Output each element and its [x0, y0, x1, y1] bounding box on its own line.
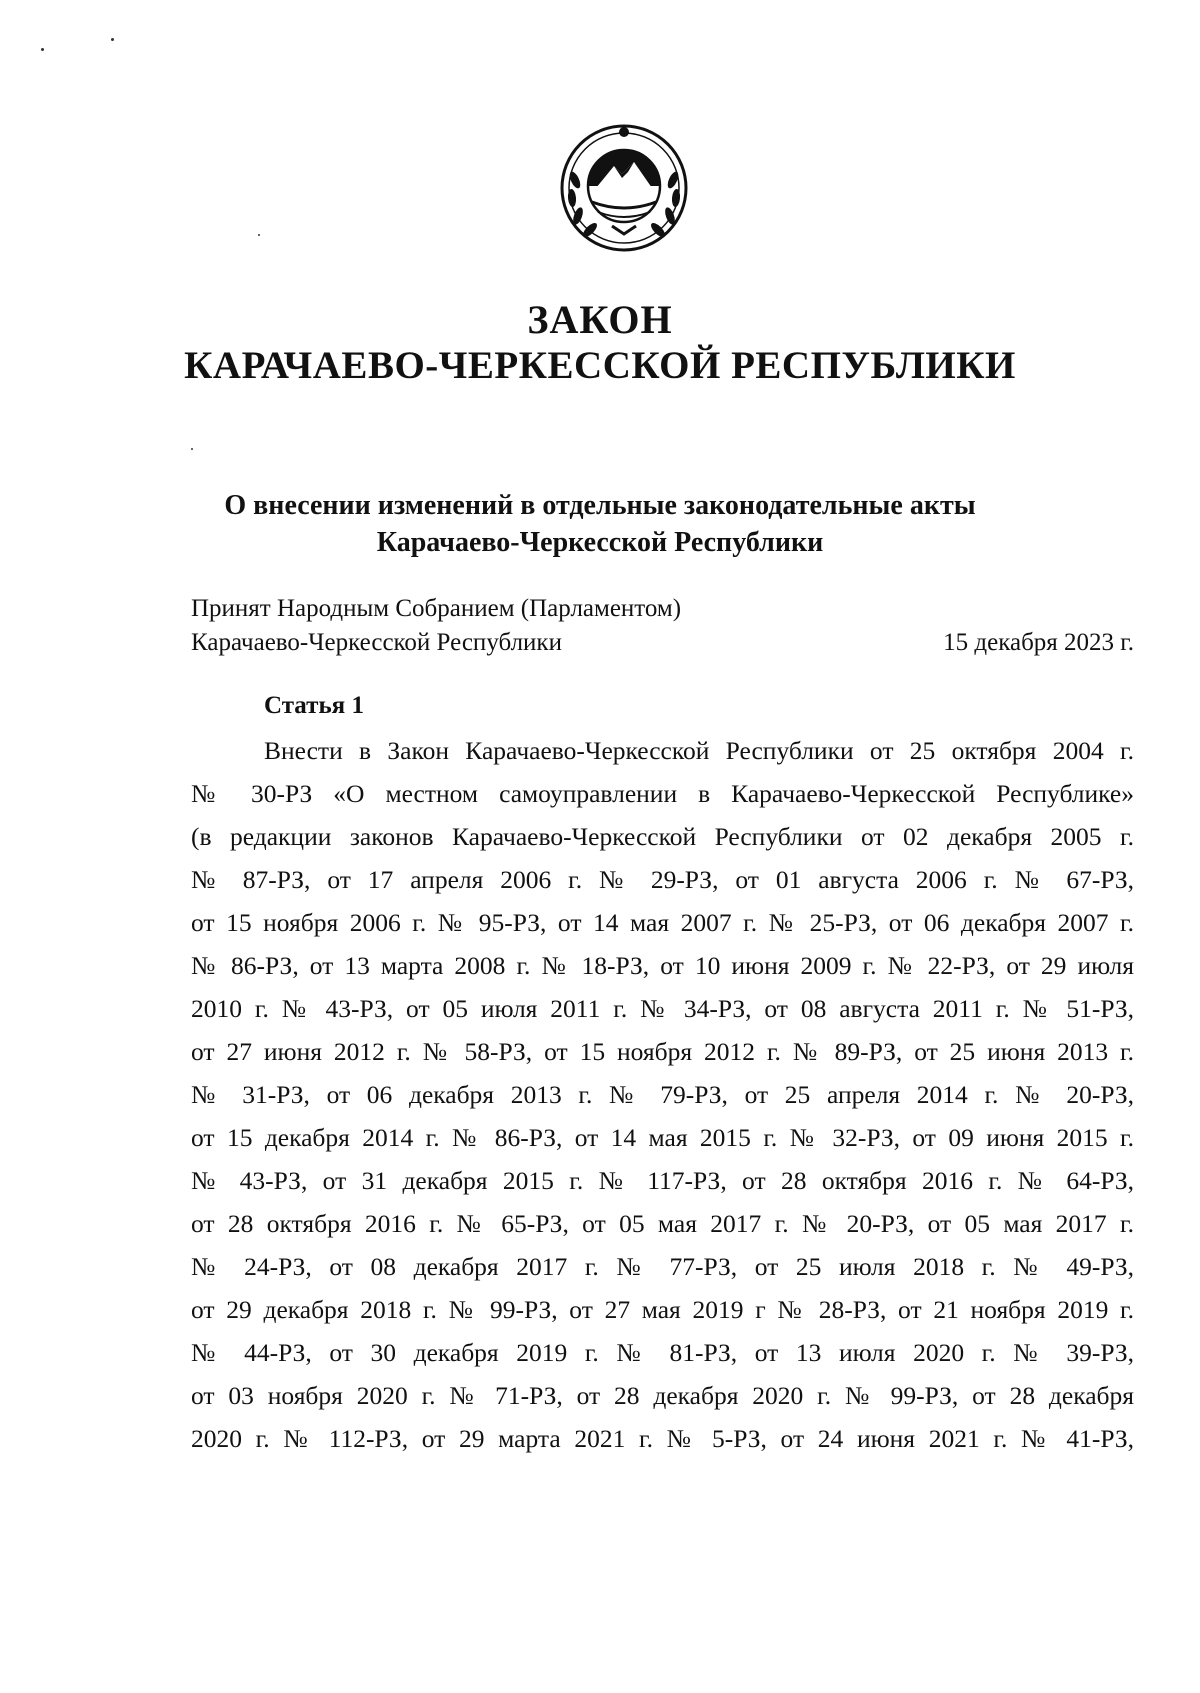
adoption-date: 15 декабря 2023 г. [943, 629, 1134, 656]
article-text-line: № 44-РЗ, от 30 декабря 2019 г. № 81-РЗ, от 13 июля 2020 г. № 39-РЗ, [191, 1338, 1134, 1367]
article-text-line: от 15 декабря 2014 г. № 86-РЗ, от 14 мая 2015 г. № 32-РЗ, от 09 июня 2015 г. [191, 1123, 1134, 1152]
article-text-line: от 28 октября 2016 г. № 65-РЗ, от 05 мая 2017 г. № 20-РЗ, от 05 мая 2017 г. [191, 1209, 1134, 1238]
article-text-line: № 87-РЗ, от 17 апреля 2006 г. № 29-РЗ, от 01 августа 2006 г. № 67-РЗ, [191, 865, 1134, 894]
scan-speck [258, 234, 260, 236]
article-text-line: от 29 декабря 2018 г. № 99-РЗ, от 27 мая 2019 г № 28-РЗ, от 21 ноября 2019 г. [191, 1295, 1134, 1324]
article-heading: Статья 1 [264, 692, 364, 719]
scan-speck [41, 48, 44, 51]
article-text-line: № 24-РЗ, от 08 декабря 2017 г. № 77-РЗ, от 25 июля 2018 г. № 49-РЗ, [191, 1252, 1134, 1281]
adoption-statement-line: Принят Народным Собранием (Парламентом) [191, 595, 682, 622]
law-subject-line: О внесении изменений в отдельные законодательные акты [224, 490, 976, 521]
article-text-line: от 27 июня 2012 г. № 58-РЗ, от 15 ноября 2012 г. № 89-РЗ, от 25 июня 2013 г. [191, 1037, 1134, 1066]
law-subject-line: Карачаево-Черкесской Республики [376, 527, 824, 558]
scan-speck [111, 38, 114, 41]
article-text-line: от 03 ноября 2020 г. № 71-РЗ, от 28 декабря 2020 г. № 99-РЗ, от 28 декабря [191, 1381, 1134, 1410]
article-text-line: от 15 ноября 2006 г. № 95-РЗ, от 14 мая 2007 г. № 25-РЗ, от 06 декабря 2007 г. [191, 908, 1134, 937]
scan-speck [191, 448, 193, 450]
coat-of-arms-emblem [558, 122, 690, 254]
republic-title: КАРАЧАЕВО-ЧЕРКЕССКОЙ РЕСПУБЛИКИ [184, 344, 1016, 387]
adoption-statement-line: Карачаево-Черкесской Республики [191, 629, 562, 656]
article-text-line: (в редакции законов Карачаево-Черкесской Республики от 02 декабря 2005 г. [191, 822, 1134, 851]
article-text-line: № 86-РЗ, от 13 марта 2008 г. № 18-РЗ, от 10 июня 2009 г. № 22-РЗ, от 29 июля [191, 951, 1134, 980]
article-text-line: Внести в Закон Карачаево-Черкесской Республики от 25 октября 2004 г. [264, 736, 1134, 765]
article-text-line: № 43-РЗ, от 31 декабря 2015 г. № 117-РЗ, от 28 октября 2016 г. № 64-РЗ, [191, 1166, 1134, 1195]
article-text-line: № 30-РЗ «О местном самоуправлении в Карачаево-Черкесской Республике» [191, 779, 1134, 808]
article-text-line: 2010 г. № 43-РЗ, от 05 июля 2011 г. № 34-РЗ, от 08 августа 2011 г. № 51-РЗ, [191, 994, 1134, 1023]
law-title: ЗАКОН [527, 297, 673, 342]
article-text-line: № 31-РЗ, от 06 декабря 2013 г. № 79-РЗ, от 25 апреля 2014 г. № 20-РЗ, [191, 1080, 1134, 1109]
article-text-line: 2020 г. № 112-РЗ, от 29 марта 2021 г. № 5-РЗ, от 24 июня 2021 г. № 41-РЗ, [191, 1424, 1134, 1453]
